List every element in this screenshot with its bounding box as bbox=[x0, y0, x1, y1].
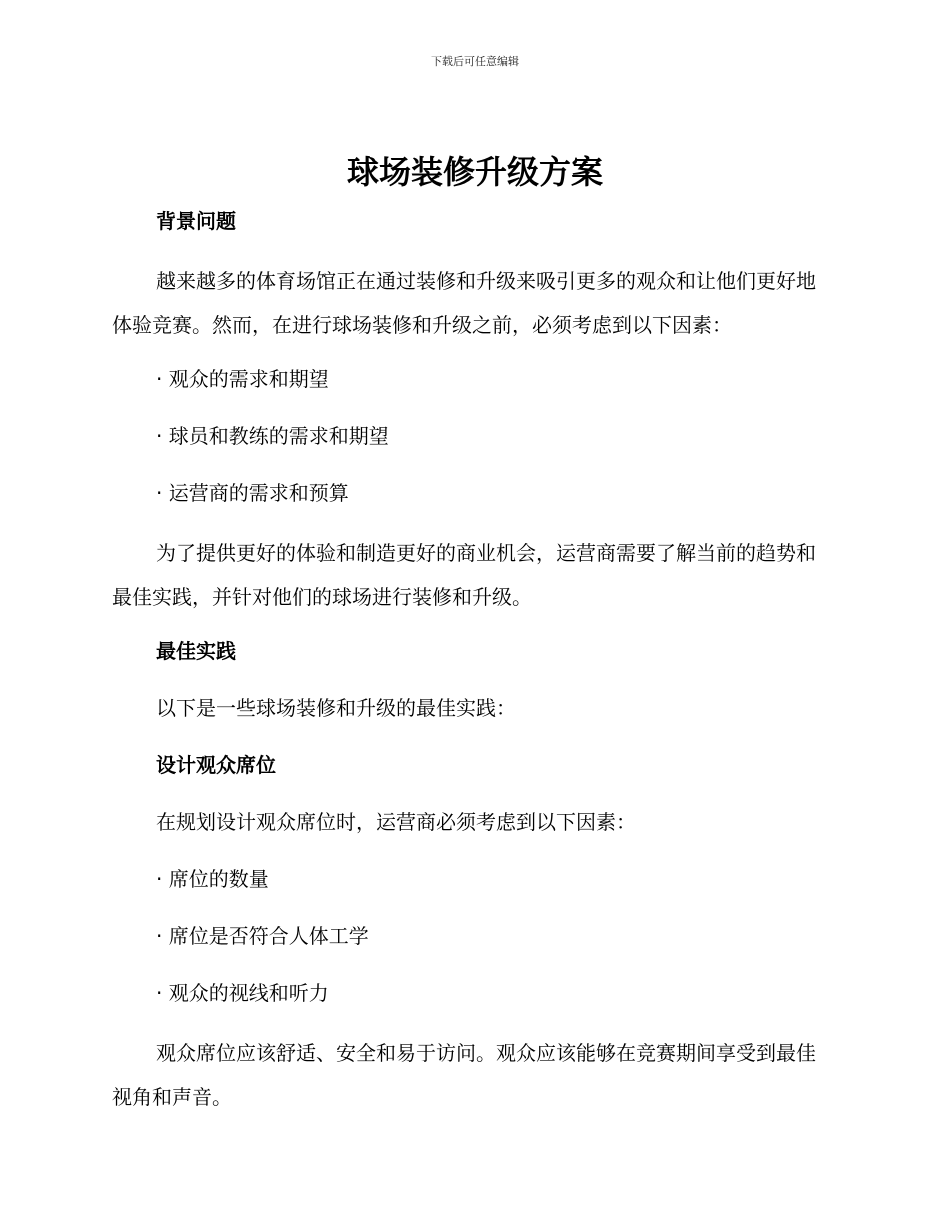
bullet-operator-needs: · 运营商的需求和预算 bbox=[156, 481, 349, 505]
paragraph-trends: 为了提供更好的体验和制造更好的商业机会，运营商需要了解当前的趋势和最佳实践，并针对他们的球场进行装修和升级。 bbox=[112, 541, 816, 609]
section-heading-seating: 设计观众席位 bbox=[156, 753, 276, 777]
section-heading-best-practices: 最佳实践 bbox=[156, 639, 236, 663]
section-heading-background: 背景问题 bbox=[156, 209, 236, 233]
bullet-players-needs: · 球员和教练的需求和期望 bbox=[156, 424, 389, 448]
paragraph-seating-conclusion: 观众席位应该舒适、安全和易于访问。观众应该能够在竞赛期间享受到最佳视角和声音。 bbox=[112, 1041, 816, 1109]
bullet-seat-count: · 席位的数量 bbox=[156, 867, 269, 891]
bullet-sightline-hearing: · 观众的视线和听力 bbox=[156, 981, 329, 1005]
paragraph-seating-intro: 在规划设计观众席位时，运营商必须考虑到以下因素： bbox=[156, 810, 636, 834]
header-note: 下载后可任意编辑 bbox=[431, 55, 519, 68]
bullet-seat-ergonomics: · 席位是否符合人体工学 bbox=[156, 924, 369, 948]
document-title: 球场装修升级方案 bbox=[346, 153, 603, 191]
paragraph-intro: 越来越多的体育场馆正在通过装修和升级来吸引更多的观众和让他们更好地体验竞赛。然而，在进行球场装修和升级之前，必须考虑到以下因素： bbox=[112, 269, 816, 337]
bullet-audience-needs: · 观众的需求和期望 bbox=[156, 367, 329, 391]
paragraph-best-practices-intro: 以下是一些球场装修和升级的最佳实践： bbox=[156, 696, 516, 720]
document-body bbox=[112, 202, 832, 1132]
